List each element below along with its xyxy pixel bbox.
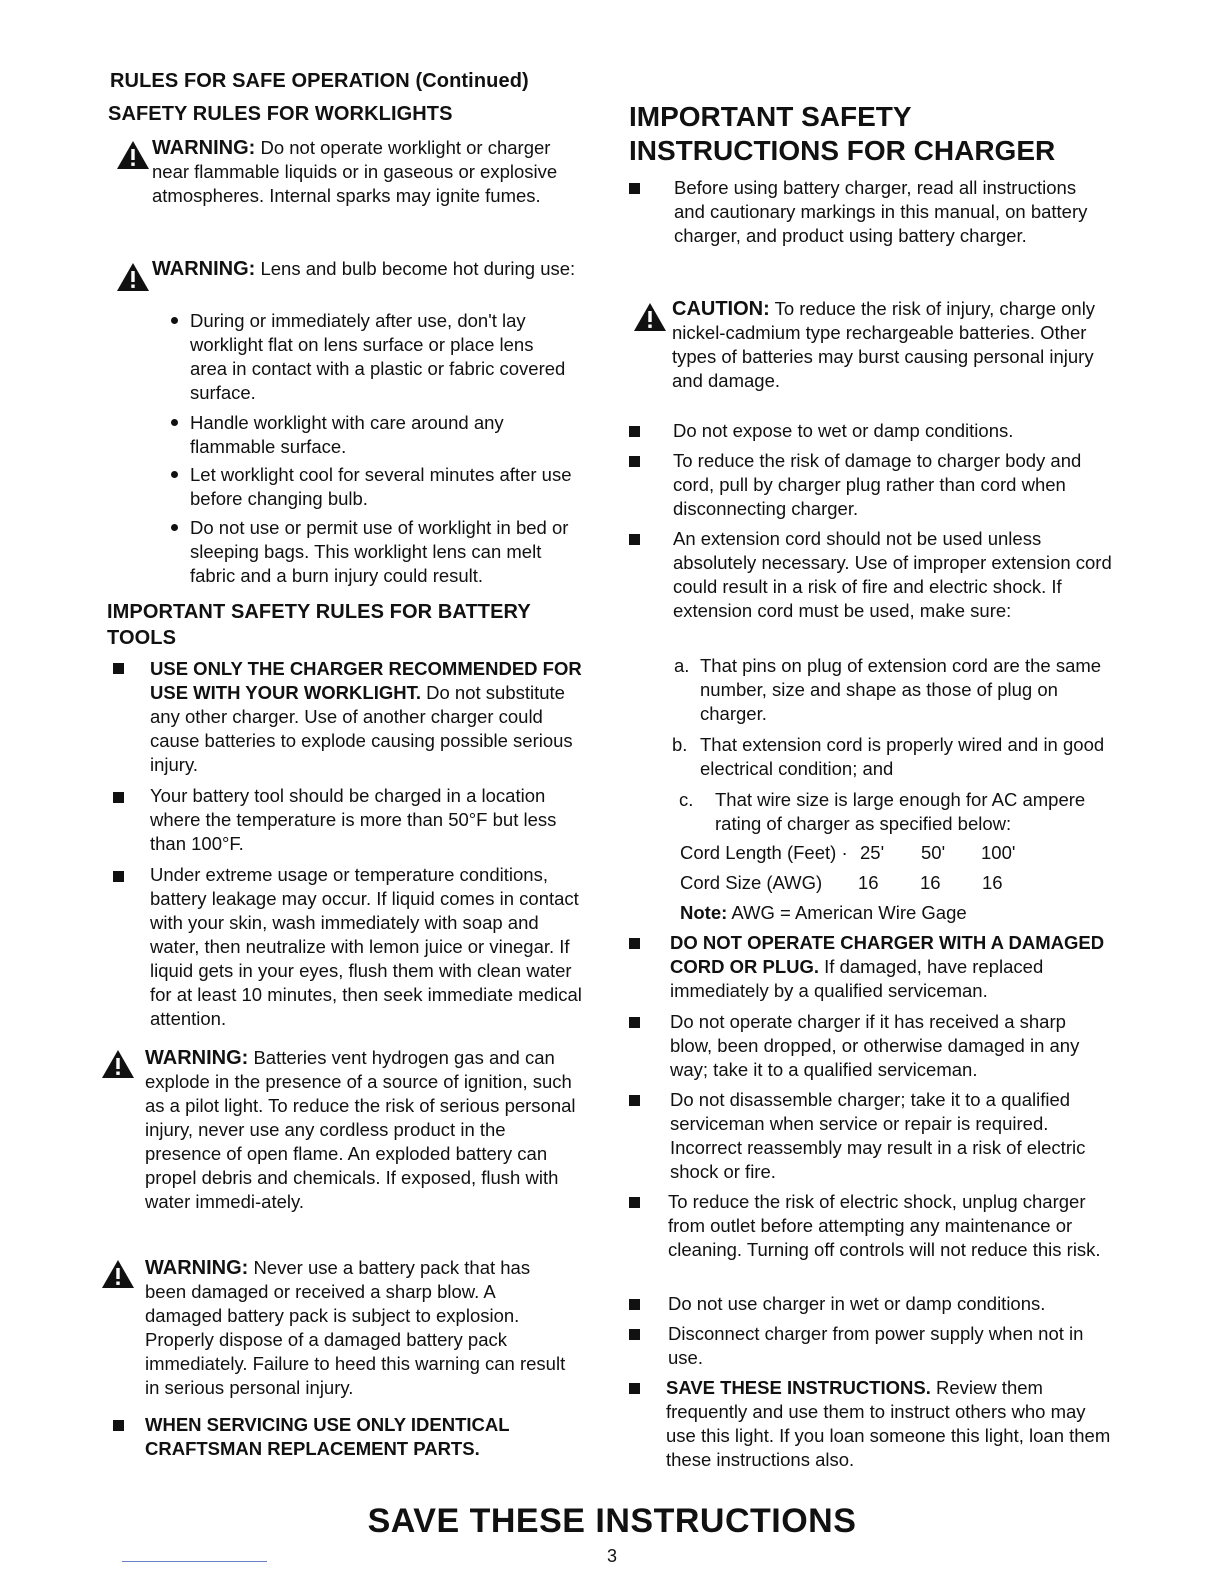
sub-item-letter: b. xyxy=(672,734,688,755)
warning-2 xyxy=(152,257,582,281)
bullet-square xyxy=(629,426,640,437)
section-header: RULES FOR SAFE OPERATION (Continued) xyxy=(110,70,529,92)
warning-text: Lens and bulb become hot during use: xyxy=(260,258,576,279)
charger-title-line-1: IMPORTANT SAFETY xyxy=(629,101,912,132)
warning-label: WARNING: xyxy=(145,1047,249,1069)
sub-item-letter: c. xyxy=(679,789,694,810)
charger-item: To reduce the risk of damage to charger body and cord, pull by charger plug rather than cord when disconnecting charger. xyxy=(673,450,1082,519)
bullet-square xyxy=(629,534,640,545)
hot-bullet: Handle worklight with care around any flammable surface. xyxy=(190,412,504,457)
warning-label: WARNING: xyxy=(145,1257,249,1279)
battery-heading: IMPORTANT SAFETY RULES FOR BATTERY TOOLS xyxy=(107,601,531,649)
warning-icon xyxy=(101,1259,135,1289)
sub-item-letter: a. xyxy=(674,655,690,676)
caution-block xyxy=(672,297,1117,393)
charger-item: Disconnect charger from power supply when not in use. xyxy=(668,1323,1084,1368)
bullet-square xyxy=(629,1329,640,1340)
charger-item: An extension cord should not be used unless absolutely necessary. Use of improper extension cord could result in a risk of fire and electric shock. If extension cord must be used, make sure: xyxy=(673,528,1112,621)
bullet-square xyxy=(113,1420,124,1431)
bullet-dot xyxy=(171,524,178,531)
charger-item: Do not expose to wet or damp conditions. xyxy=(673,420,1014,441)
warning-icon xyxy=(116,140,150,170)
bullet-dot xyxy=(171,419,178,426)
footer-title: SAVE THESE INSTRUCTIONS xyxy=(367,1502,857,1540)
caution-text: To reduce the risk of injury, charge only nickel-cadmium type rechargeable batteries. Other types of batteries may burst causing personal injury and damage. xyxy=(672,298,1096,391)
charger-item xyxy=(666,1376,1111,1472)
cord-size-value: 16 xyxy=(920,872,941,893)
cord-size-value: 16 xyxy=(858,872,879,893)
bullet-square xyxy=(629,1095,640,1106)
charger-item: Do not use charger in wet or damp conditions. xyxy=(668,1293,1046,1314)
warning-1 xyxy=(152,136,592,208)
battery-item: Under extreme usage or temperature conditions, battery leakage may occur. If liquid comes in contact with your skin, wash immediately with soap and water, then neutralize with lemon juice or vinegar. If liquid gets in your eyes, flush them with clean water for at least 10 minutes, then seek immediate medical attention. xyxy=(150,864,582,1029)
battery-item-text: Do not substitute any other charger. Use of another charger could cause batteries to explode causing possible serious injury. xyxy=(150,682,573,775)
charger-item: Do not operate charger if it has received a sharp blow, been dropped, or otherwise damaged in any way; take it to a qualified serviceman. xyxy=(670,1011,1080,1080)
sub-item-text: That wire size is large enough for AC ampere rating of charger as specified below: xyxy=(715,789,1086,834)
charger-item: Before using battery charger, read all instructions and cautionary markings in this manual, on battery charger, and product using battery charger. xyxy=(674,177,1088,246)
battery-item xyxy=(150,657,595,777)
awg-note xyxy=(680,901,1100,925)
warning-3 xyxy=(145,1046,577,1214)
bullet-square xyxy=(629,1383,640,1394)
worklights-heading: SAFETY RULES FOR WORKLIGHTS xyxy=(108,103,453,125)
bullet-square xyxy=(629,1017,640,1028)
charger-item xyxy=(670,931,1110,1003)
charger-title-line-2: INSTRUCTIONS FOR CHARGER xyxy=(629,135,1056,166)
hot-bullet: Let worklight cool for several minutes after use before changing bulb. xyxy=(190,464,572,509)
bullet-square xyxy=(113,663,124,674)
battery-item: Your battery tool should be charged in a location where the temperature is more than 50°F but less than 100°F. xyxy=(150,785,557,854)
warning-label: WARNING: xyxy=(152,258,256,280)
warning-icon xyxy=(101,1049,135,1079)
warning-4 xyxy=(145,1256,575,1400)
sub-item-text: That pins on plug of extension cord are the same number, size and shape as those of plug on charger. xyxy=(700,655,1102,724)
charger-item-bold: DO NOT OPERATE CHARGER WITH A DAMAGED CORD OR PLUG. xyxy=(670,932,1105,977)
bullet-square xyxy=(629,938,640,949)
battery-item-bold: USE ONLY THE CHARGER RECOMMENDED FOR USE WITH YOUR WORKLIGHT. xyxy=(150,658,582,703)
cord-size-label: Cord Size (AWG) xyxy=(680,872,823,893)
charger-item-text: Review them frequently and use them to instruct others who may use this light. If you loan someone this light, loan them these instructions also. xyxy=(666,1377,1111,1470)
warning-text: Never use a battery pack that has been damaged or received a sharp blow. A damaged battery pack is subject to explosion. Properly dispose of a damaged battery pack immediately. Failure to heed this warning can result in serious personal injury. xyxy=(145,1257,566,1398)
cord-size-value: 16 xyxy=(982,872,1003,893)
bullet-square xyxy=(629,183,640,194)
page-number: 3 xyxy=(606,1546,617,1566)
cord-length-value: 100' xyxy=(981,842,1016,863)
warning-text: Do not operate worklight or charger near flammable liquids or in gaseous or explosive atmospheres. Internal sparks may ignite fumes. xyxy=(152,137,558,206)
charger-item: To reduce the risk of electric shock, unplug charger from outlet before attempting any maintenance or cleaning. Turning off controls will not reduce this risk. xyxy=(668,1191,1101,1260)
bullet-square xyxy=(113,871,124,882)
cord-length-label: Cord Length (Feet) · xyxy=(680,842,848,863)
bullet-dot xyxy=(171,317,178,324)
bullet-square xyxy=(629,456,640,467)
cord-length-value: 50' xyxy=(921,842,946,863)
warning-icon xyxy=(116,262,150,292)
warning-icon xyxy=(633,302,667,332)
note-text: AWG = American Wire Gage xyxy=(731,902,967,923)
bullet-dot xyxy=(171,471,178,478)
charger-item-text: If damaged, have replaced immediately by a qualified serviceman. xyxy=(670,956,1044,1001)
bullet-square xyxy=(113,792,124,803)
hot-bullet: Do not use or permit use of worklight in bed or sleeping bags. This worklight lens can melt fabric and a burn injury could result. xyxy=(190,517,569,586)
charger-item-bold: SAVE THESE INSTRUCTIONS. xyxy=(666,1377,931,1398)
caution-label: CAUTION: xyxy=(672,298,770,320)
charger-item: Do not disassemble charger; take it to a qualified serviceman when service or repair is required. Incorrect reassembly may result in a risk of electric shock or fire. xyxy=(670,1089,1086,1182)
note-label: Note: xyxy=(680,902,728,923)
servicing-note: WHEN SERVICING USE ONLY IDENTICAL CRAFTSMAN REPLACEMENT PARTS. xyxy=(145,1414,510,1459)
cord-length-value: 25' xyxy=(860,842,885,863)
sub-item-text: That extension cord is properly wired and in good electrical condition; and xyxy=(700,734,1105,779)
bullet-square xyxy=(629,1299,640,1310)
warning-label: WARNING: xyxy=(152,137,256,159)
warning-text: Batteries vent hydrogen gas and can explode in the presence of a source of ignition, such as a pilot light. To reduce the risk of serious personal injury, never use any cordless product in the presence of open flame. An exploded battery can propel debris and chemicals. If exposed, flush with water immedi-ately. xyxy=(145,1047,576,1212)
bullet-square xyxy=(629,1197,640,1208)
hot-bullet: During or immediately after use, don't lay worklight flat on lens surface or place lens area in contact with a plastic or fabric covered surface. xyxy=(190,310,566,403)
